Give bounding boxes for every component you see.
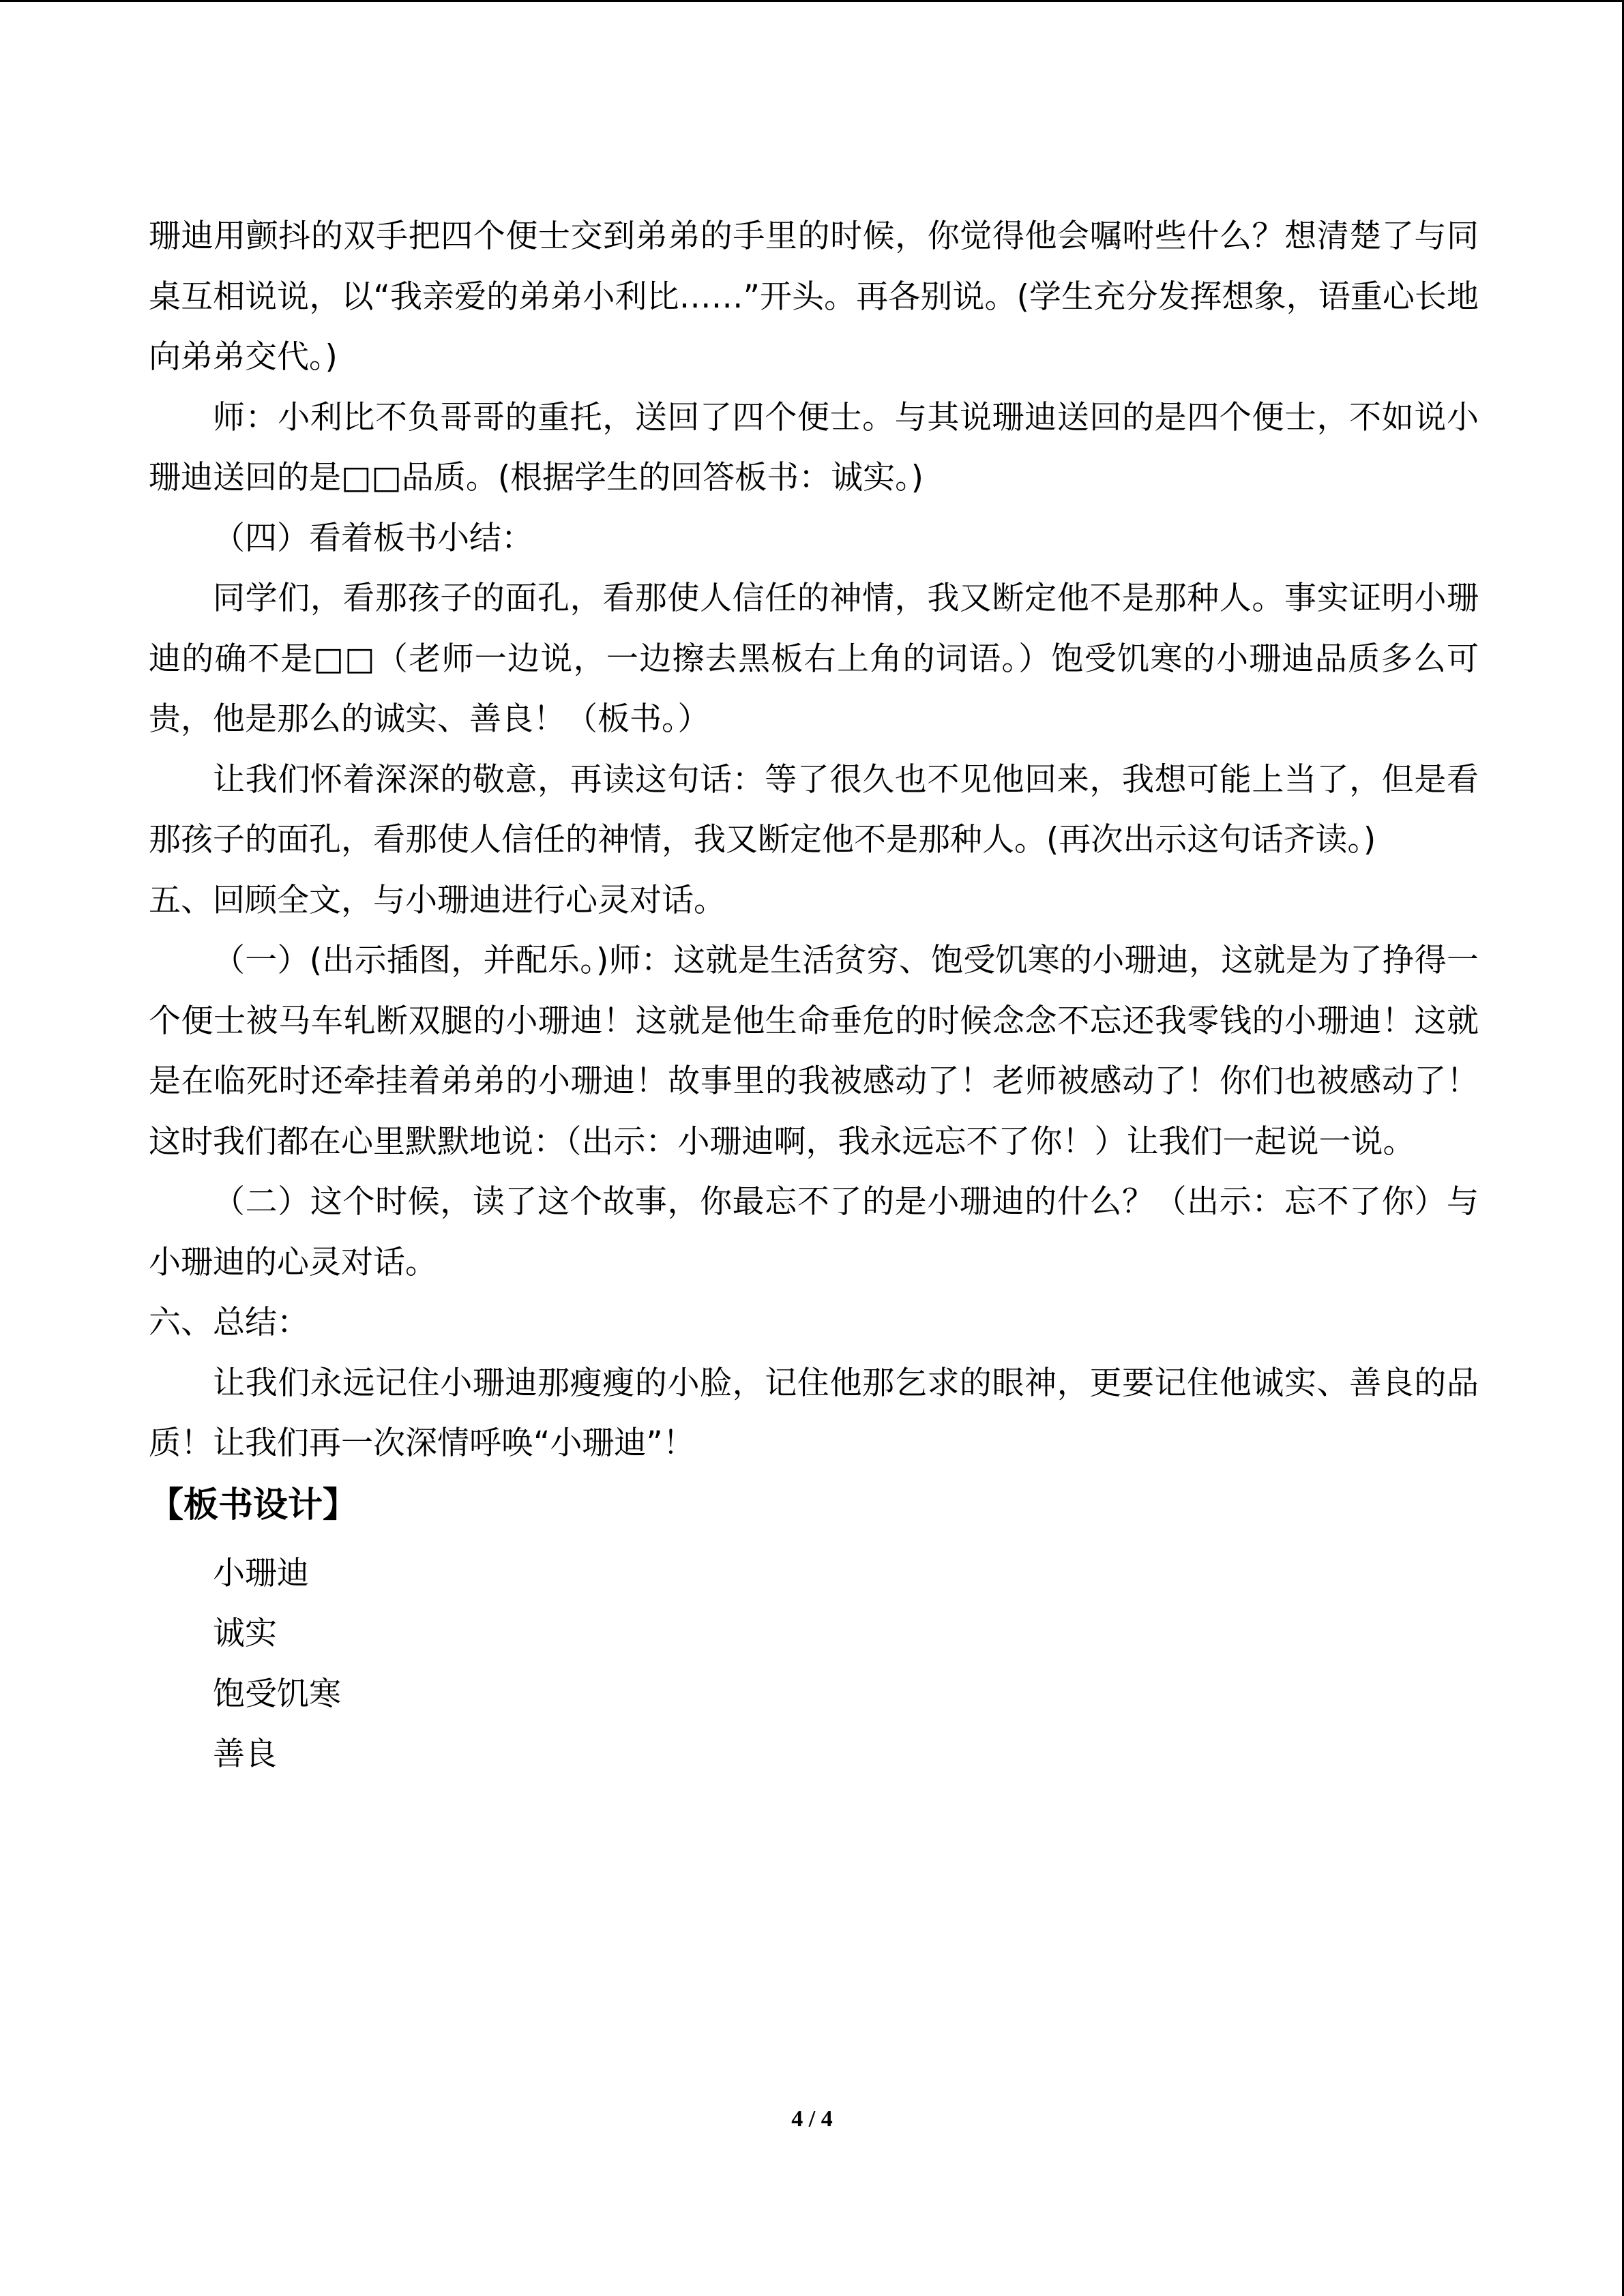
section-six-heading: 六、总结： xyxy=(149,1304,309,1341)
paragraph-unforgettable: （二）这个时候，读了这个故事，你最忘不了的是小珊迪的什么？（出示：忘不了你）与小珊迪的心灵对话。 xyxy=(149,1183,1479,1281)
board-item: 饱受饥寒 xyxy=(213,1675,341,1713)
board-item: 诚实 xyxy=(213,1615,277,1652)
paragraph-classmates: 同学们，看那孩子的面孔，看那使人信任的神情，我又断定他不是那种人。事实证明小珊迪的确不是□□（老师一边说，一边擦去黑板右上角的词语。）饱受饥寒的小珊迪品质多么可贵，他是那么的诚实、善良！（板书。） xyxy=(149,580,1479,738)
paragraph-conclusion: 让我们永远记住小珊迪那瘦瘦的小脸，记住他那乞求的眼神，更要记住他诚实、善良的品质！让我们再一次深情呼唤“小珊迪”！ xyxy=(149,1364,1479,1462)
paragraph-reread: 让我们怀着深深的敬意，再读这句话：等了很久也不见他回来，我想可能上当了，但是看那孩子的面孔，看那使人信任的神情，我又断定他不是那种人。(再次出示这句话齐读。) xyxy=(149,760,1479,859)
page-number: 4 / 4 xyxy=(791,2106,833,2132)
paragraph-illustration: （一）(出示插图，并配乐。)师：这就是生活贫穷、饱受饥寒的小珊迪，这就是为了挣得一个便士被马车轧断双腿的小珊迪！这就是他生命垂危的时候念念不忘还我零钱的小珊迪！这就是在临死时还牵挂着弟弟的小珊迪！故事里的我被感动了！老师被感动了！你们也被感动了！这时我们都在心里默默地说：（出示：小珊迪啊，我永远忘不了你！）让我们一起说一说。 xyxy=(149,942,1479,1161)
board-design-list xyxy=(149,1544,1479,1785)
board-item: 小珊迪 xyxy=(213,1554,309,1592)
paragraph-teacher-quality: 师：小利比不负哥哥的重托，送回了四个便士。与其说珊迪送回的是四个便士，不如说小珊迪送回的是□□品质。(根据学生的回答板书：诚实。) xyxy=(149,398,1479,496)
document-body xyxy=(149,207,1479,1785)
board-item: 善良 xyxy=(213,1735,277,1773)
paragraph-sandy-instructions: 珊迪用颤抖的双手把四个便士交到弟弟的手里的时候，你觉得他会嘱咐些什么？想清楚了与同桌互相说说，以“我亲爱的弟弟小利比……”开头。再各别说。(学生充分发挥想象，语重心长地向弟弟交代。) xyxy=(149,218,1479,376)
paragraph-section-summary-heading: （四）看着板书小结： xyxy=(213,519,533,557)
section-five-heading: 五、回顾全文，与小珊迪进行心灵对话。 xyxy=(149,881,726,919)
board-design-heading: 【板书设计】 xyxy=(149,1485,358,1525)
